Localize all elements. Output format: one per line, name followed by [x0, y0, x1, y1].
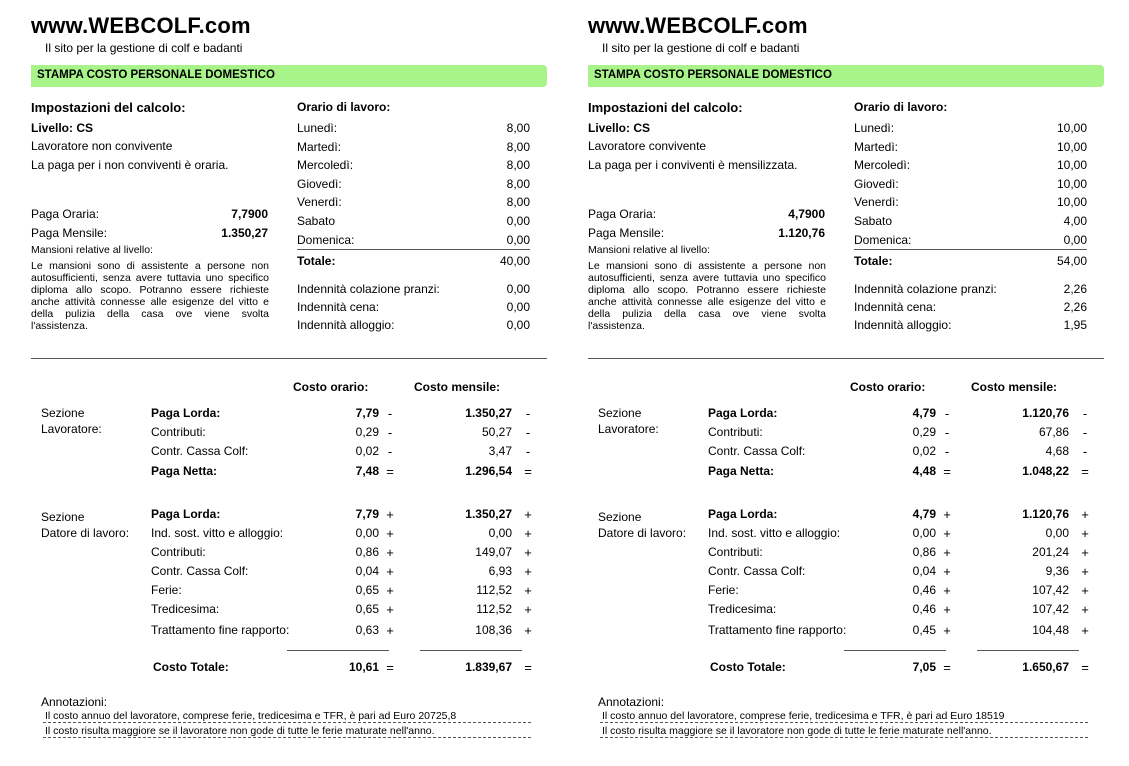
sezione-lavoratore-label-2: Lavoratore: — [598, 422, 659, 436]
row-costo-orario: 0,46 — [912, 602, 936, 616]
orario-hours: 10,00 — [1056, 139, 1087, 154]
row-sign-orario: - — [944, 425, 950, 440]
orario-hours: 8,00 — [506, 176, 530, 191]
row-costo-mensile: 149,07 — [475, 545, 512, 559]
paga-oraria-value: 7,7900 — [231, 207, 268, 221]
annotazioni-label: Annotazioni: — [598, 695, 665, 709]
row-costo-orario: 0,04 — [355, 564, 379, 578]
costo-mensile-header: Costo mensile: — [414, 380, 501, 394]
row-costo-mensile: 1.296,54 — [465, 464, 512, 478]
row-sign-mensile: = — [524, 464, 532, 479]
orario-day: Lunedì: — [854, 121, 895, 135]
row-sign-orario: + — [943, 526, 951, 541]
totale-orario-divider — [287, 650, 389, 651]
costo-totale-sign-2: = — [1081, 660, 1089, 675]
sezione-datore-label-2: Datore di lavoro: — [41, 526, 130, 540]
row-costo-orario: 0,65 — [355, 583, 379, 597]
mansioni-text: Le mansioni sono di assistente a persone non autosufficienti, senza avere tuttavia uno specifico diploma allo scopo. Potranno essere richieste anche attività connesse alle esigenze del vitto e della pulizia della casa ove viene svolta l'assistenza. — [588, 260, 826, 332]
section-divider — [588, 358, 1104, 359]
row-costo-mensile: 0,00 — [488, 526, 512, 540]
row-sign-orario: + — [943, 623, 951, 638]
row-sign-mensile: + — [1081, 526, 1089, 541]
site-subtitle: Il sito per la gestione di colf e badanti — [45, 41, 243, 55]
annotazione-2-line — [43, 737, 531, 738]
impostazioni-title: Impostazioni del calcolo: — [31, 100, 186, 115]
row-sign-orario: + — [386, 583, 394, 598]
row-label: Contributi: — [151, 545, 206, 559]
row-sign-orario: + — [386, 545, 394, 560]
row-label: Ind. sost. vitto e alloggio: — [151, 526, 284, 540]
row-costo-orario: 0,02 — [355, 444, 379, 458]
row-label: Tredicesima: — [151, 602, 220, 616]
row-label: Ferie: — [151, 583, 182, 597]
orario-hours: 10,00 — [1056, 176, 1087, 191]
row-sign-orario: = — [943, 464, 951, 479]
paga-mensile-label: Paga Mensile: — [31, 226, 108, 240]
row-costo-mensile: 201,24 — [1032, 545, 1069, 559]
row-label: Trattamento fine rapporto: — [151, 623, 290, 637]
row-sign-orario: - — [387, 425, 393, 440]
sezione-lavoratore-label-1: Sezione — [598, 406, 642, 420]
banner-title: STAMPA COSTO PERSONALE DOMESTICO — [37, 69, 275, 81]
row-costo-mensile: 1.350,27 — [465, 507, 512, 521]
row-sign-mensile: - — [525, 425, 531, 440]
costo-totale-orario: 10,61 — [348, 660, 379, 674]
tipo-paga: La paga per i non conviventi è oraria. — [31, 158, 229, 172]
row-sign-orario: + — [386, 602, 394, 617]
costo-totale-label: Costo Totale: — [710, 660, 786, 674]
row-sign-mensile: = — [1081, 464, 1089, 479]
row-costo-mensile: 50,27 — [481, 425, 512, 439]
row-sign-orario: - — [944, 444, 950, 459]
row-costo-orario: 4,79 — [912, 507, 936, 521]
orario-day: Venerdì: — [854, 195, 899, 209]
row-sign-mensile: + — [524, 564, 532, 579]
sezione-lavoratore-label-2: Lavoratore: — [41, 422, 102, 436]
orario-day: Mercoledì: — [854, 158, 911, 172]
row-label: Contr. Cassa Colf: — [151, 444, 249, 458]
row-sign-mensile: + — [1081, 545, 1089, 560]
indennita-value: 2,26 — [1063, 300, 1087, 314]
row-sign-mensile: + — [1081, 623, 1089, 638]
orario-hours: 10,00 — [1056, 121, 1087, 135]
row-costo-orario: 0,02 — [912, 444, 936, 458]
annotazione-1: Il costo annuo del lavoratore, comprese ferie, tredicesima e TFR, è pari ad Euro 20725,8 — [45, 710, 457, 722]
orario-hours: 8,00 — [506, 121, 530, 135]
costo-orario-header: Costo orario: — [850, 380, 926, 394]
mansioni-text: Le mansioni sono di assistente a persone non autosufficienti, senza avere tuttavia uno specifico diploma allo scopo. Potranno essere richieste anche attività connesse alle esigenze del vitto e della pulizia della casa ove viene svolta l'assistenza. — [31, 260, 269, 332]
sezione-datore-label-2: Datore di lavoro: — [598, 526, 687, 540]
row-costo-mensile: 107,42 — [1032, 602, 1069, 616]
row-label: Contributi: — [708, 545, 763, 559]
row-costo-orario: 0,46 — [912, 583, 936, 597]
row-sign-orario: - — [944, 406, 950, 421]
orario-day: Domenica: — [297, 233, 355, 247]
row-costo-orario: 0,04 — [912, 564, 936, 578]
row-costo-mensile: 112,52 — [476, 602, 512, 616]
row-costo-mensile: 4,68 — [1045, 444, 1069, 458]
orario-title: Orario di lavoro: — [297, 100, 391, 114]
row-sign-orario: + — [943, 564, 951, 579]
row-costo-mensile: 3,47 — [488, 444, 512, 458]
sezione-lavoratore-label-1: Sezione — [41, 406, 85, 420]
row-label: Contributi: — [708, 425, 763, 439]
orario-day: Giovedì: — [297, 176, 342, 191]
indennita-label: Indennità alloggio: — [297, 318, 395, 332]
costo-mensile-header: Costo mensile: — [971, 380, 1058, 394]
row-sign-mensile: + — [524, 545, 532, 560]
row-costo-orario: 0,00 — [355, 526, 379, 540]
row-costo-mensile: 107,42 — [1032, 583, 1069, 597]
row-costo-mensile: 1.120,76 — [1022, 406, 1069, 420]
row-sign-mensile: - — [525, 406, 531, 421]
totale-mensile-divider — [977, 650, 1079, 651]
orario-day: Domenica: — [854, 233, 912, 247]
annotazioni-label: Annotazioni: — [41, 695, 108, 709]
mansioni-label: Mansioni relative al livello: — [588, 244, 710, 256]
indennita-label: Indennità colazione pranzi: — [297, 282, 440, 296]
row-sign-mensile: + — [524, 507, 532, 522]
costo-totale-sign: = — [386, 660, 394, 675]
totale-orario-divider — [844, 650, 946, 651]
row-sign-mensile: + — [1081, 507, 1089, 522]
row-sign-orario: + — [943, 545, 951, 560]
site-title: www.WEBCOLF.com — [31, 13, 251, 38]
orario-day: Martedì: — [297, 139, 342, 154]
row-label: Paga Lorda: — [151, 406, 221, 420]
indennita-value: 1,95 — [1063, 318, 1087, 332]
costo-totale-sign-2: = — [524, 660, 532, 675]
orario-day: Sabato — [854, 213, 893, 228]
row-label: Tredicesima: — [708, 602, 777, 616]
costo-totale-mensile: 1.650,67 — [1022, 660, 1069, 674]
row-label: Ind. sost. vitto e alloggio: — [708, 526, 841, 540]
orario-divider — [297, 249, 530, 250]
row-costo-orario: 0,86 — [912, 545, 936, 559]
paga-oraria-label: Paga Oraria: — [588, 207, 657, 221]
row-costo-orario: 0,86 — [355, 545, 379, 559]
totale-value: 40,00 — [499, 254, 530, 268]
row-label: Contributi: — [151, 425, 206, 439]
row-label: Ferie: — [708, 583, 739, 597]
row-sign-orario: + — [386, 564, 394, 579]
row-sign-orario: - — [387, 406, 393, 421]
costo-totale-label: Costo Totale: — [153, 660, 229, 674]
paga-mensile-label: Paga Mensile: — [588, 226, 665, 240]
paga-mensile-value: 1.350,27 — [221, 226, 268, 240]
totale-mensile-divider — [420, 650, 522, 651]
indennita-value: 0,00 — [506, 300, 530, 314]
row-label: Contr. Cassa Colf: — [708, 564, 806, 578]
livello: Livello: CS — [588, 121, 651, 135]
row-sign-mensile: - — [1082, 425, 1088, 440]
orario-title: Orario di lavoro: — [854, 100, 948, 114]
costo-totale-orario: 7,05 — [912, 660, 936, 674]
row-sign-orario: + — [943, 602, 951, 617]
row-sign-orario: + — [943, 583, 951, 598]
row-sign-mensile: + — [524, 602, 532, 617]
section-banner — [31, 65, 547, 87]
orario-divider — [854, 249, 1087, 250]
row-costo-mensile: 108,36 — [475, 623, 512, 637]
sezione-datore-label-1: Sezione — [41, 510, 85, 524]
row-sign-mensile: + — [524, 526, 532, 541]
paga-oraria-value: 4,7900 — [788, 207, 825, 221]
costo-orario-header: Costo orario: — [293, 380, 369, 394]
row-sign-mensile: - — [525, 444, 531, 459]
row-costo-orario: 0,00 — [912, 526, 936, 540]
row-sign-mensile: - — [1082, 444, 1088, 459]
row-sign-orario: + — [943, 507, 951, 522]
indennita-label: Indennità alloggio: — [854, 318, 952, 332]
orario-hours: 8,00 — [506, 195, 530, 209]
impostazioni-title: Impostazioni del calcolo: — [588, 100, 743, 115]
row-sign-orario: - — [387, 444, 393, 459]
row-costo-orario: 7,79 — [355, 507, 379, 521]
row-costo-mensile: 6,93 — [488, 564, 512, 578]
cost-sheet — [31, 0, 551, 766]
row-costo-orario: 4,79 — [912, 406, 936, 420]
row-sign-orario: + — [386, 507, 394, 522]
row-costo-orario: 0,29 — [912, 425, 936, 439]
row-label: Paga Netta: — [151, 464, 218, 478]
indennita-value: 0,00 — [506, 282, 530, 296]
annotazione-2-line — [600, 737, 1088, 738]
row-costo-mensile: 1.120,76 — [1022, 507, 1069, 521]
row-sign-mensile: + — [1081, 583, 1089, 598]
row-sign-mensile: + — [1081, 564, 1089, 579]
row-costo-orario: 0,63 — [355, 623, 379, 637]
annotazione-2: Il costo risulta maggiore se il lavoratore non gode di tutte le ferie maturate nell'anno. — [45, 725, 435, 737]
totale-value: 54,00 — [1056, 254, 1087, 268]
row-label: Paga Lorda: — [708, 406, 778, 420]
row-costo-orario: 4,48 — [912, 464, 936, 478]
costo-totale-sign: = — [943, 660, 951, 675]
row-label: Paga Lorda: — [151, 507, 221, 521]
orario-day: Venerdì: — [297, 195, 342, 209]
tipo-lavoratore: Lavoratore non convivente — [31, 139, 173, 153]
costo-totale-mensile: 1.839,67 — [465, 660, 512, 674]
indennita-value: 2,26 — [1063, 282, 1087, 296]
row-costo-orario: 7,79 — [355, 406, 379, 420]
totale-label: Totale: — [297, 254, 336, 268]
row-costo-mensile: 1.048,22 — [1022, 464, 1069, 478]
row-costo-orario: 0,45 — [912, 623, 936, 637]
row-sign-orario: + — [386, 526, 394, 541]
row-label: Contr. Cassa Colf: — [708, 444, 806, 458]
indennita-value: 0,00 — [506, 318, 530, 332]
row-sign-mensile: + — [524, 623, 532, 638]
orario-hours: 0,00 — [506, 233, 530, 247]
annotazione-1: Il costo annuo del lavoratore, comprese ferie, tredicesima e TFR, è pari ad Euro 18519 — [602, 710, 1005, 722]
orario-day: Martedì: — [854, 139, 899, 154]
orario-day: Sabato — [297, 213, 336, 228]
tipo-paga: La paga per i conviventi è mensilizzata. — [588, 158, 798, 172]
row-label: Trattamento fine rapporto: — [708, 623, 847, 637]
orario-hours: 8,00 — [506, 139, 530, 154]
cost-sheet — [588, 0, 1108, 766]
orario-hours: 10,00 — [1056, 158, 1087, 172]
orario-hours: 8,00 — [506, 158, 530, 172]
row-label: Contr. Cassa Colf: — [151, 564, 249, 578]
indennita-label: Indennità colazione pranzi: — [854, 282, 997, 296]
orario-hours: 0,00 — [1063, 233, 1087, 247]
indennita-label: Indennità cena: — [297, 300, 380, 314]
row-costo-mensile: 0,00 — [1045, 526, 1069, 540]
annotazione-1-line — [43, 722, 531, 723]
annotazione-2: Il costo risulta maggiore se il lavoratore non gode di tutte le ferie maturate nell'anno. — [602, 725, 992, 737]
orario-hours: 0,00 — [506, 213, 530, 228]
row-costo-orario: 7,48 — [355, 464, 379, 478]
row-costo-mensile: 67,86 — [1038, 425, 1069, 439]
row-sign-orario: = — [386, 464, 394, 479]
row-costo-orario: 0,29 — [355, 425, 379, 439]
row-label: Paga Lorda: — [708, 507, 778, 521]
row-costo-mensile: 9,36 — [1045, 564, 1069, 578]
mansioni-label: Mansioni relative al livello: — [31, 244, 153, 256]
paga-oraria-label: Paga Oraria: — [31, 207, 100, 221]
totale-label: Totale: — [854, 254, 893, 268]
row-sign-mensile: - — [1082, 406, 1088, 421]
section-banner — [588, 65, 1104, 87]
row-costo-mensile: 104,48 — [1032, 623, 1069, 637]
paga-mensile-value: 1.120,76 — [778, 226, 825, 240]
row-costo-mensile: 112,52 — [476, 583, 512, 597]
row-costo-mensile: 1.350,27 — [465, 406, 512, 420]
section-divider — [31, 358, 547, 359]
orario-hours: 10,00 — [1056, 195, 1087, 209]
banner-title: STAMPA COSTO PERSONALE DOMESTICO — [594, 69, 832, 81]
orario-day: Giovedì: — [854, 176, 899, 191]
row-label: Paga Netta: — [708, 464, 775, 478]
site-subtitle: Il sito per la gestione di colf e badanti — [602, 41, 800, 55]
orario-day: Mercoledì: — [297, 158, 354, 172]
sezione-datore-label-1: Sezione — [598, 510, 642, 524]
tipo-lavoratore: Lavoratore convivente — [588, 139, 707, 153]
orario-hours: 4,00 — [1063, 213, 1087, 228]
annotazione-1-line — [600, 722, 1088, 723]
indennita-label: Indennità cena: — [854, 300, 937, 314]
row-sign-mensile: + — [524, 583, 532, 598]
row-sign-orario: + — [386, 623, 394, 638]
row-sign-mensile: + — [1081, 602, 1089, 617]
site-title: www.WEBCOLF.com — [588, 13, 808, 38]
livello: Livello: CS — [31, 121, 94, 135]
orario-day: Lunedì: — [297, 121, 338, 135]
row-costo-orario: 0,65 — [355, 602, 379, 616]
